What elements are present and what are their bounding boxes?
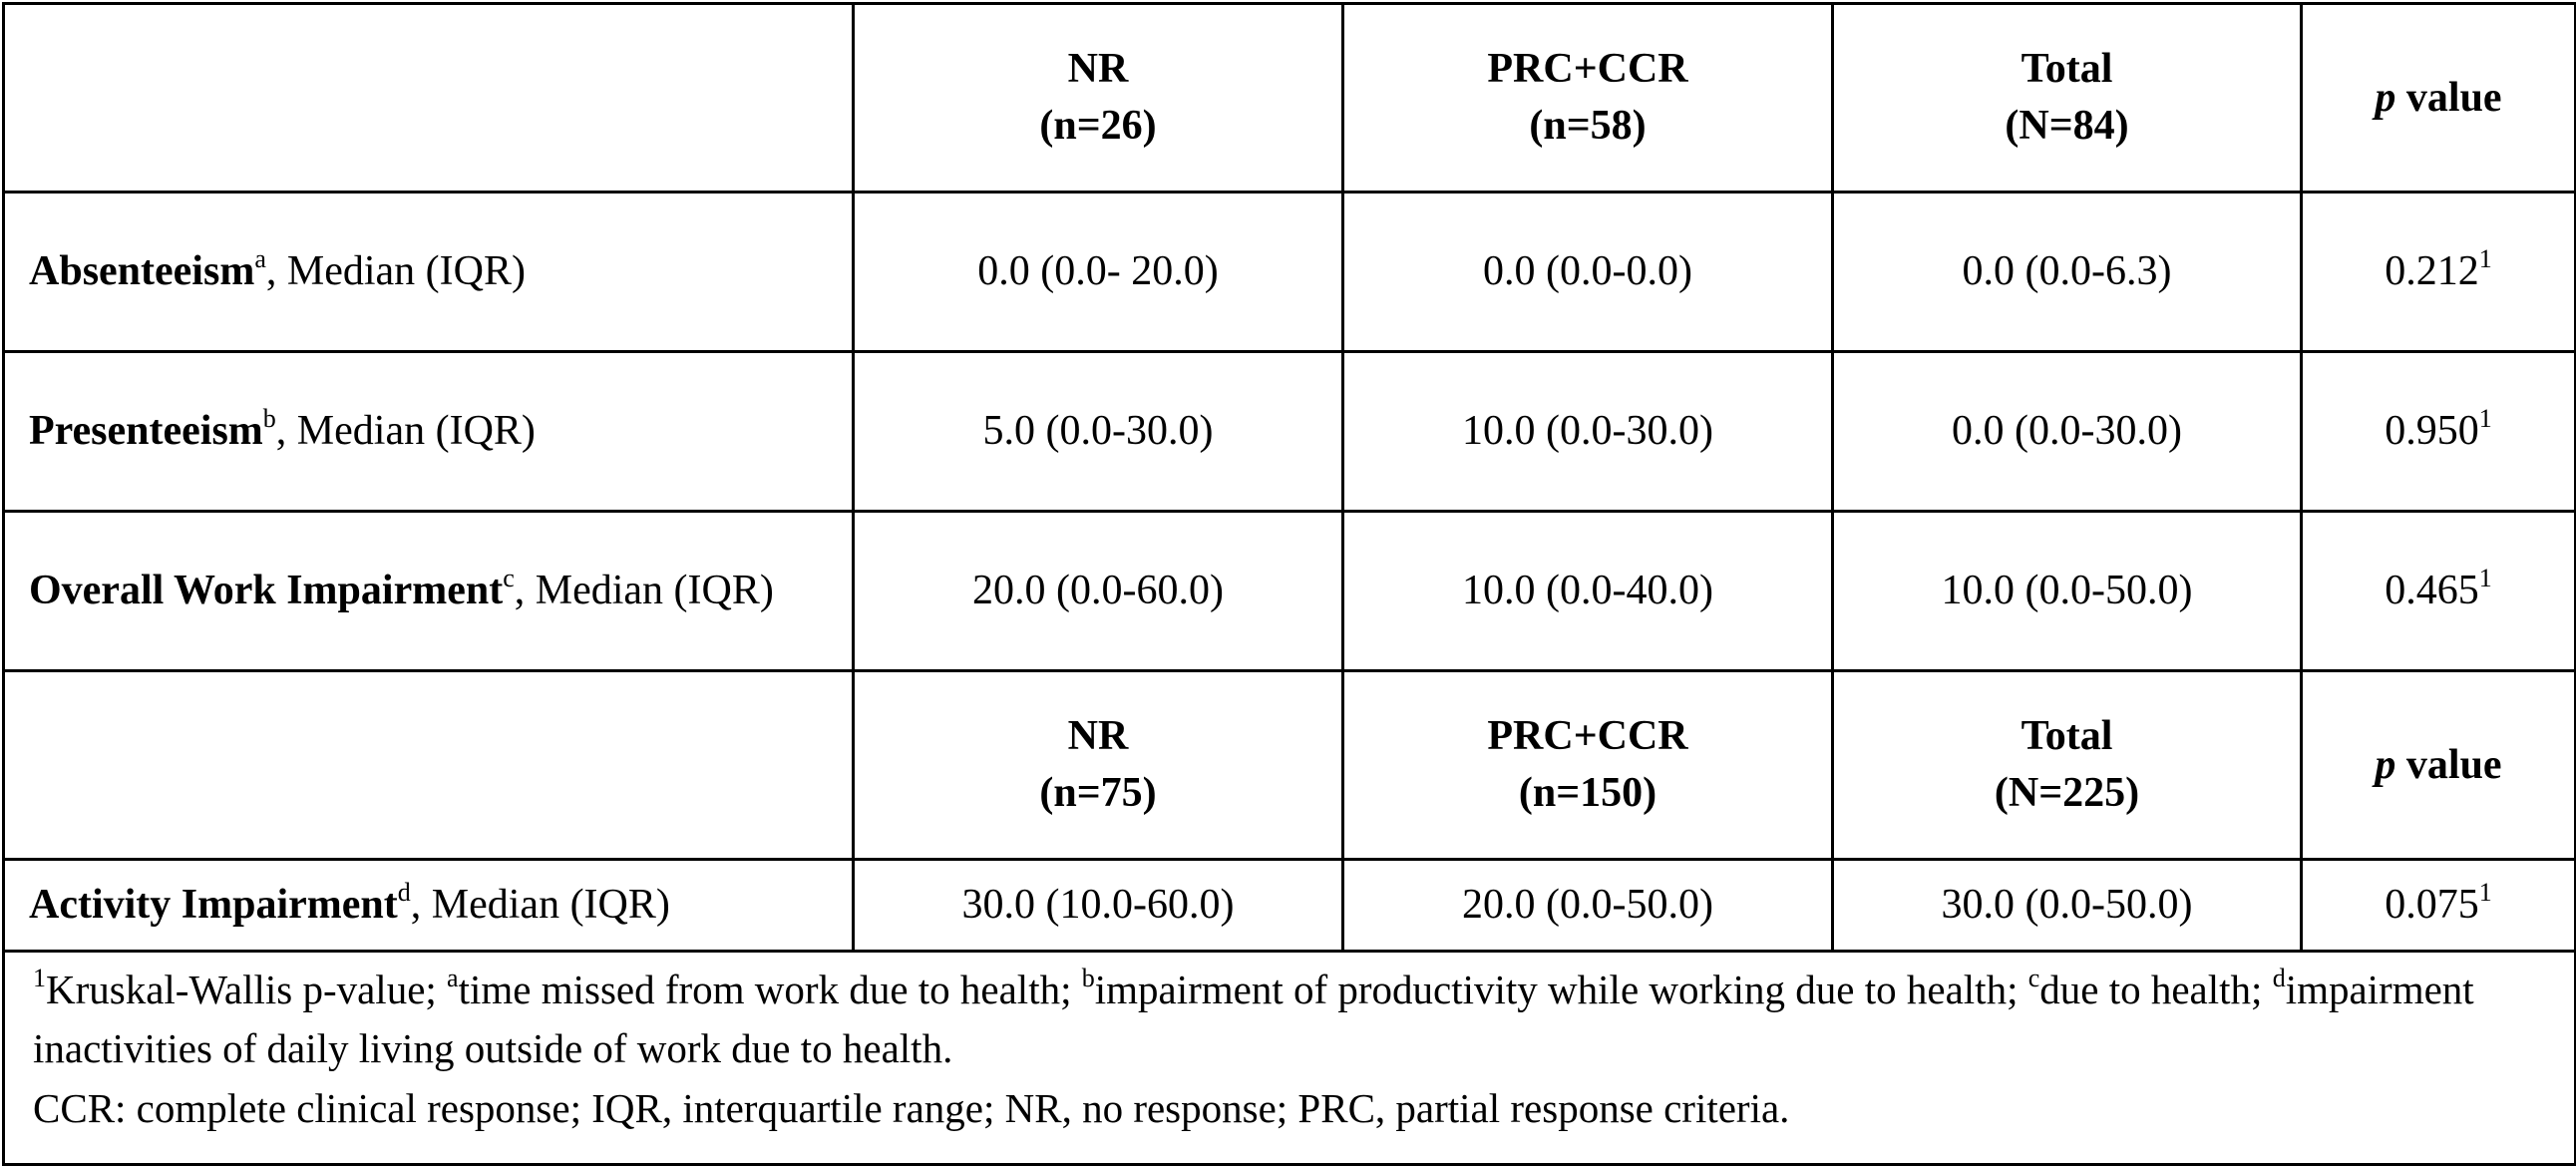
header-total-label: Total [2021, 713, 2113, 760]
header-row-group1 [4, 4, 2576, 193]
header-nr [854, 671, 1343, 860]
header-p-rest: value [2395, 74, 2502, 121]
header-total-label: Total [2021, 46, 2113, 93]
p-value-number: 0.950 [2385, 408, 2479, 455]
cell-prc-ccr: 10.0 (0.0-30.0) [1343, 352, 1833, 512]
footnote-text-c: due to health; [2039, 967, 2273, 1012]
footnote-sup-d: d [2272, 964, 2286, 993]
p-value-sup: 1 [2478, 878, 2492, 908]
footnote-sup-b: b [1081, 964, 1095, 993]
header-prc-ccr [1343, 4, 1833, 193]
footnote-text-d: impairment inactivities of daily living outside of work due to health. [33, 967, 2474, 1072]
row-label-rest: , Median (IQR) [410, 882, 670, 929]
row-label-sup: c [503, 564, 515, 593]
header-nr [854, 4, 1343, 193]
row-label-bold: Presenteeism [29, 408, 263, 455]
header-p-value [2302, 671, 2576, 860]
cell-nr: 30.0 (10.0-60.0) [854, 860, 1343, 952]
cell-total: 30.0 (0.0-50.0) [1833, 860, 2302, 952]
header-nr-count: (n=26) [1039, 103, 1157, 149]
cell-p-value [2302, 512, 2576, 671]
footnote-sup-1: 1 [33, 964, 46, 993]
header-row-group2 [4, 671, 2576, 860]
header-total [1833, 4, 2302, 193]
header-nr-label: NR [1067, 46, 1129, 93]
header-nr-label: NR [1067, 713, 1129, 760]
row-label-bold: Absenteeism [29, 248, 255, 295]
cell-p-value [2302, 193, 2576, 352]
header-p-letter: p [2375, 74, 2396, 121]
footnote-text-b: impairment of productivity while working due to health; [1094, 967, 2019, 1012]
header-prc-label: PRC+CCR [1487, 713, 1688, 760]
header-nr-count: (n=75) [1039, 770, 1157, 816]
header-total-count: (N=84) [2005, 103, 2129, 149]
header-prc-ccr [1343, 671, 1833, 860]
p-value-number: 0.075 [2385, 882, 2479, 929]
table-row [4, 860, 2576, 952]
p-value-sup: 1 [2478, 244, 2492, 274]
row-label-sup: b [262, 404, 276, 434]
row-label-sup: a [254, 244, 266, 274]
header-p-value [2302, 4, 2576, 193]
table-row [4, 512, 2576, 671]
footnote-row [4, 952, 2576, 1165]
cell-p-value [2302, 860, 2576, 952]
footnote-abbreviations: CCR: complete clinical response; IQR, interquartile range; NR, no response; PRC, partial response criteria. [33, 1084, 1790, 1131]
footnote-sup-c: c [2027, 964, 2040, 993]
p-value-sup: 1 [2478, 404, 2492, 434]
footnote-sup-a: a [447, 964, 459, 993]
cell-prc-ccr: 10.0 (0.0-40.0) [1343, 512, 1833, 671]
footnote-definitions [33, 961, 2550, 1079]
row-label-rest: , Median (IQR) [514, 568, 774, 614]
header-p-letter: p [2375, 741, 2396, 788]
cell-prc-ccr: 0.0 (0.0-0.0) [1343, 193, 1833, 352]
p-value-number: 0.212 [2385, 248, 2479, 295]
footnote-text-a: time missed from work due to health; [458, 967, 1082, 1012]
wpai-results-table [2, 2, 2576, 1166]
table-row [4, 352, 2576, 512]
cell-nr: 5.0 (0.0-30.0) [854, 352, 1343, 512]
header-empty-cell [4, 671, 854, 860]
cell-total: 0.0 (0.0-6.3) [1833, 193, 2302, 352]
row-label [4, 352, 854, 512]
cell-nr: 0.0 (0.0- 20.0) [854, 193, 1343, 352]
header-prc-count: (n=58) [1529, 103, 1647, 149]
cell-p-value [2302, 352, 2576, 512]
p-value-sup: 1 [2478, 564, 2492, 593]
row-label-rest: , Median (IQR) [265, 248, 526, 295]
header-empty-cell [4, 4, 854, 193]
table-row [4, 193, 2576, 352]
p-value-number: 0.465 [2385, 568, 2479, 614]
footnote-text-1: Kruskal-Wallis p-value; [46, 967, 448, 1012]
cell-total: 0.0 (0.0-30.0) [1833, 352, 2302, 512]
header-p-rest: value [2395, 741, 2502, 788]
row-label-bold: Overall Work Impairment [29, 568, 504, 614]
cell-nr: 20.0 (0.0-60.0) [854, 512, 1343, 671]
header-total-count: (N=225) [1994, 770, 2140, 816]
row-label [4, 860, 854, 952]
table-footnote [4, 952, 2576, 1165]
header-total [1833, 671, 2302, 860]
row-label [4, 193, 854, 352]
header-prc-label: PRC+CCR [1487, 46, 1688, 93]
header-prc-count: (n=150) [1518, 770, 1657, 816]
cell-prc-ccr: 20.0 (0.0-50.0) [1343, 860, 1833, 952]
row-label-bold: Activity Impairment [29, 882, 398, 929]
cell-total: 10.0 (0.0-50.0) [1833, 512, 2302, 671]
row-label-rest: , Median (IQR) [275, 408, 536, 455]
row-label [4, 512, 854, 671]
row-label-sup: d [397, 878, 411, 908]
